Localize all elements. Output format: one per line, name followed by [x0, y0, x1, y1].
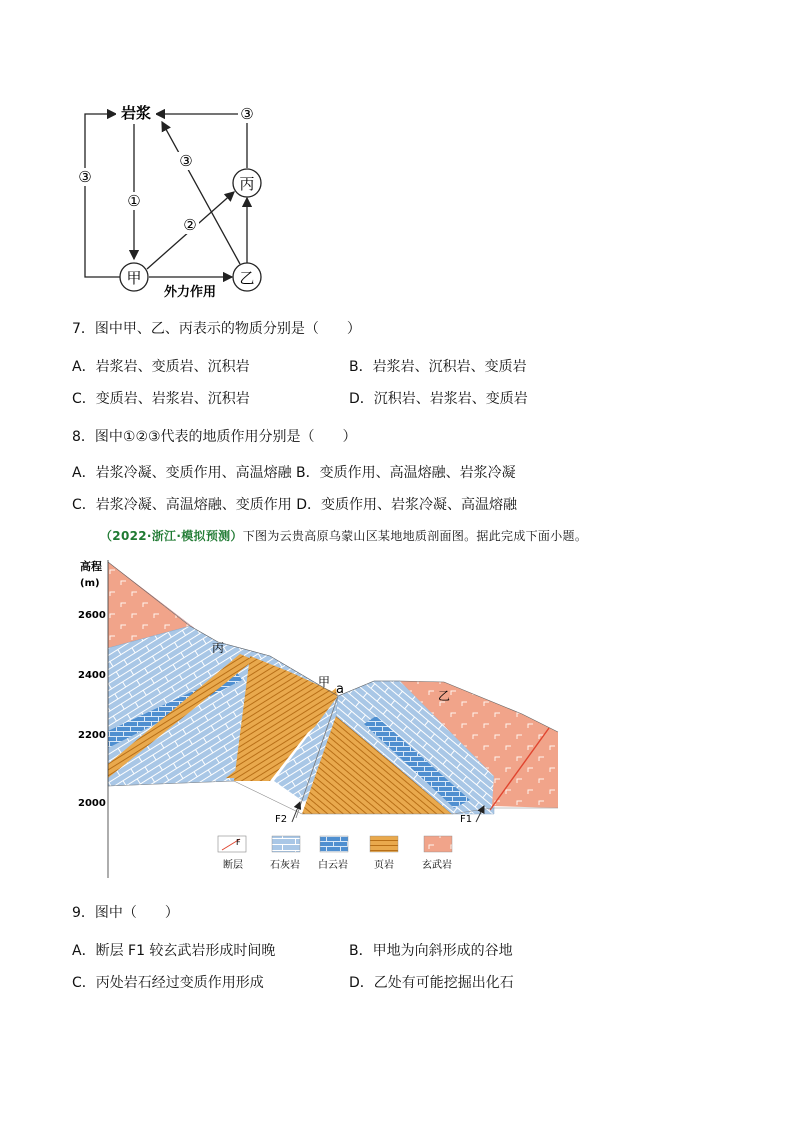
label-f2: F2 [275, 814, 288, 825]
label-1: ① [127, 192, 141, 210]
label-f1: F1 [460, 814, 473, 825]
tick-2000: 2000 [78, 798, 106, 809]
legend-shale: 页岩 [374, 860, 394, 871]
label-external-force: 外力作用 [163, 285, 217, 300]
legend-fault: 断层 [223, 860, 243, 871]
label-bing: 丙 [212, 641, 225, 655]
q7-option-a[interactable]: A．岩浆岩、变质岩、沉积岩 [72, 359, 250, 375]
tick-2400: 2400 [78, 670, 106, 681]
tick-2600: 2600 [78, 610, 106, 621]
geological-profile [74, 556, 564, 878]
q8-options-cd[interactable]: C．岩浆冷凝、高温熔融、变质作用 D．变质作用、岩浆冷凝、高温熔融 [72, 497, 518, 513]
node-bing: 丙 [239, 175, 255, 193]
q9-stem: 9．图中（ ） [72, 905, 179, 921]
label-jia: 甲 [318, 675, 331, 689]
q9-option-a[interactable]: A．断层 F1 较玄武岩形成时间晚 [72, 943, 276, 959]
q7-option-c[interactable]: C．变质岩、岩浆岩、沉积岩 [72, 391, 250, 407]
label-3-diagonal: ③ [179, 152, 193, 170]
label-3-top: ③ [240, 105, 254, 123]
label-3-left: ③ [78, 168, 92, 186]
arrow-jia-magma-left [85, 114, 120, 277]
intro-text: 下图为云贵高原乌蒙山区某地地质剖面图。据此完成下面小题。 [242, 529, 588, 543]
node-jia: 甲 [126, 269, 142, 287]
legend-dolomite: 白云岩 [318, 860, 348, 871]
node-magma: 岩浆 [120, 104, 152, 122]
legend-basalt: 玄武岩 [422, 860, 452, 871]
legend-fault-symbol: F [236, 838, 241, 847]
arrow-yi-magma [162, 122, 240, 264]
q7-option-b[interactable]: B．岩浆岩、沉积岩、变质岩 [349, 359, 527, 375]
q9-option-c[interactable]: C．丙处岩石经过变质作用形成 [72, 975, 264, 991]
label-yi: 乙 [438, 689, 451, 703]
label-2: ② [183, 216, 197, 234]
y-axis-title: 高程 [80, 560, 102, 573]
q8-stem: 8．图中①②③代表的地质作用分别是（ ） [72, 429, 357, 445]
label-a: a [336, 682, 344, 697]
tick-2200: 2200 [78, 730, 106, 741]
arrow-bing-magma-top [156, 114, 247, 168]
q8-options-ab[interactable]: A．岩浆冷凝、变质作用、高温熔融 B．变质作用、高温熔融、岩浆冷凝 [72, 465, 516, 481]
q7-option-d[interactable]: D．沉积岩、岩浆岩、变质岩 [349, 391, 528, 407]
source-tag: （2022·浙江·模拟预测） [100, 529, 243, 543]
q9-option-d[interactable]: D．乙处有可能挖掘出化石 [349, 975, 514, 991]
node-yi: 乙 [239, 269, 255, 287]
legend-limestone: 石灰岩 [270, 860, 300, 871]
rock-cycle-diagram [60, 88, 300, 308]
passage-intro [100, 527, 587, 544]
q7-stem: 7．图中甲、乙、丙表示的物质分别是（ ） [72, 321, 361, 337]
q9-option-b[interactable]: B．甲地为向斜形成的谷地 [349, 943, 513, 959]
y-axis-unit: (m) [80, 578, 100, 589]
